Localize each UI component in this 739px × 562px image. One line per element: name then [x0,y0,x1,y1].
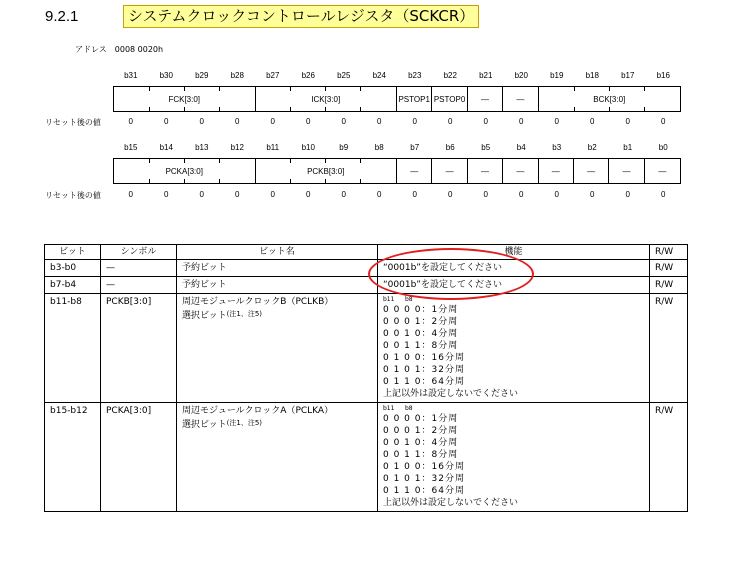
section-number: 9.2.1 [45,8,79,25]
option-line: 0 0 0 0：1分周 [383,414,459,424]
field-reserved: — [503,87,538,111]
option-line: 0 0 0 0：1分周 [383,305,459,315]
upper-bit-numbers [113,71,681,80]
option-line: 0 1 0 0：16分周 [383,353,465,363]
cell-bit: b15-b12 [45,403,101,512]
reset-value: 0 [164,117,169,126]
bit-number: b23 [408,71,422,80]
cell-function [378,294,650,403]
reset-value: 0 [341,190,346,199]
table-row [45,277,688,294]
reset-value: 0 [448,190,453,199]
reset-value: 0 [235,190,240,199]
table-row [45,260,688,277]
field-reserved: — [468,159,503,183]
header-bit-name: ビット名 [177,245,378,260]
bit-number: b6 [445,143,455,152]
bit-name-line2: 選択ビット$^{(注1、注5)}$ [182,419,263,430]
bit-number: b3 [552,143,562,152]
bit-number: b29 [195,71,209,80]
table-row [45,294,688,403]
cell-bit: b7-b4 [45,277,101,294]
reset-value: 0 [270,117,275,126]
reset-value: 0 [519,117,524,126]
reset-value: 0 [590,117,595,126]
bit-number: b11 [266,143,280,152]
field-reserved: — [574,159,609,183]
upper-reset-values [113,117,681,126]
field-reserved: — [539,159,574,183]
reset-value: 0 [341,117,346,126]
header-function: 機能 [378,245,650,260]
header-bit: ビット [45,245,101,260]
lower-register-fields [113,158,681,184]
field-pckb: PCKB[3:0] [256,159,398,183]
cell-rw: R/W [650,277,688,294]
bit-number: b8 [374,143,384,152]
bit-number: b10 [301,143,315,152]
bit-description-table [44,244,688,512]
cell-function: “0001b”を設定してください [378,260,650,277]
field-reserved: — [468,87,503,111]
register-address: アドレス 0008 0020h [75,45,164,54]
field-pstop0: PSTOP0 [432,87,467,111]
bit-name-line1: 周辺モジュールクロックB（PCLKB） [182,297,334,307]
bit-number: b27 [266,71,280,80]
reset-value-label: リセット後の値 [45,191,101,200]
bit-number: b12 [230,143,244,152]
reset-value: 0 [554,190,559,199]
reset-value: 0 [412,117,417,126]
reset-value: 0 [661,117,666,126]
option-line: 0 0 0 1：2分周 [383,426,459,436]
reset-value: 0 [554,117,559,126]
footnote-ref: (注1、注5) [226,419,263,427]
reset-value: 0 [412,190,417,199]
reset-value: 0 [199,117,204,126]
option-line: 0 1 1 0：64分周 [383,377,465,387]
bit-number: b24 [372,71,386,80]
reset-value: 0 [625,117,630,126]
bit-number: b1 [623,143,633,152]
bit-range-header: b11 b8 [383,296,413,303]
reset-value: 0 [164,190,169,199]
field-ick: ICK[3:0] [256,87,398,111]
reset-value: 0 [625,190,630,199]
bit-name-line2: 選択ビット$^{(注1、注5)}$ [182,310,263,321]
reset-value: 0 [270,190,275,199]
reset-value: 0 [483,117,488,126]
cell-function: “0001b”を設定してください [378,277,650,294]
bit-number: b20 [514,71,528,80]
option-line: 0 1 0 1：32分周 [383,365,465,375]
reset-value: 0 [128,117,133,126]
reset-value: 0 [128,190,133,199]
bit-number: b25 [337,71,351,80]
field-reserved: — [397,159,432,183]
header-rw: R/W [650,245,688,260]
bit-number: b19 [550,71,564,80]
reset-value: 0 [306,117,311,126]
bit-number: b2 [587,143,597,152]
lower-reset-values [113,190,681,199]
table-header-row [45,245,688,260]
section-title: システムクロックコントロールレジスタ（SCKCR） [123,5,479,28]
bit-number: b0 [658,143,668,152]
option-line: 0 0 0 1：2分周 [383,317,459,327]
bit-number: b16 [656,71,670,80]
reset-value: 0 [519,190,524,199]
option-line: 0 1 0 0：16分周 [383,462,465,472]
cell-function [378,403,650,512]
option-line: 0 1 0 1：32分周 [383,474,465,484]
reset-value: 0 [661,190,666,199]
bit-number: b15 [124,143,138,152]
reset-value: 0 [483,190,488,199]
bit-number: b4 [516,143,526,152]
bit-number: b30 [159,71,173,80]
option-line: 0 0 1 0：4分周 [383,438,459,448]
bit-number: b13 [195,143,209,152]
field-reserved: — [503,159,538,183]
field-bck: BCK[3:0] [539,87,681,111]
bit-number: b26 [301,71,315,80]
cell-symbol: — [101,260,177,277]
bit-range-header: b11 b8 [383,405,413,412]
reset-value: 0 [235,117,240,126]
cell-rw: R/W [650,403,688,512]
cell-symbol: PCKA[3:0] [101,403,177,512]
field-pcka: PCKA[3:0] [114,159,256,183]
reset-value: 0 [448,117,453,126]
field-reserved: — [432,159,467,183]
bit-number: b17 [621,71,635,80]
field-fck: FCK[3:0] [114,87,256,111]
cell-symbol: PCKB[3:0] [101,294,177,403]
bit-number: b5 [481,143,491,152]
cell-bit-name [177,403,378,512]
upper-register-fields [113,86,681,112]
cell-rw: R/W [650,260,688,277]
footnote-ref: (注1、注5) [226,310,263,318]
bit-number: b31 [124,71,138,80]
cell-bit-name: 予約ビット [177,277,378,294]
bit-number: b7 [410,143,420,152]
option-line: 0 0 1 1：8分周 [383,341,459,351]
cell-symbol: — [101,277,177,294]
reset-value: 0 [377,190,382,199]
field-reserved: — [658,166,667,176]
bit-number: b22 [443,71,457,80]
option-line: 0 0 1 1：8分周 [383,450,459,460]
cell-bit: b11-b8 [45,294,101,403]
cell-bit-name [177,294,378,403]
cell-rw: R/W [650,294,688,403]
field-pstop1: PSTOP1 [397,87,432,111]
cell-bit-name: 予約ビット [177,260,378,277]
reset-value: 0 [590,190,595,199]
field-reserved: — [609,159,644,183]
other-note: 上記以外は設定しないでください [383,389,519,399]
bit-number: b28 [230,71,244,80]
lower-bit-numbers [113,143,681,152]
reset-value: 0 [199,190,204,199]
table-row [45,403,688,512]
header-symbol: シンボル [101,245,177,260]
reset-value: 0 [306,190,311,199]
bit-name-line1: 周辺モジュールクロックA（PCLKA） [182,406,334,416]
option-line: 0 1 1 0：64分周 [383,486,465,496]
other-note: 上記以外は設定しないでください [383,498,519,508]
cell-bit: b3-b0 [45,260,101,277]
bit-number: b18 [585,71,599,80]
reset-value-label: リセット後の値 [45,118,101,127]
reset-value: 0 [377,117,382,126]
option-line: 0 0 1 0：4分周 [383,329,459,339]
bit-number: b14 [159,143,173,152]
bit-number: b21 [479,71,493,80]
bit-number: b9 [339,143,349,152]
